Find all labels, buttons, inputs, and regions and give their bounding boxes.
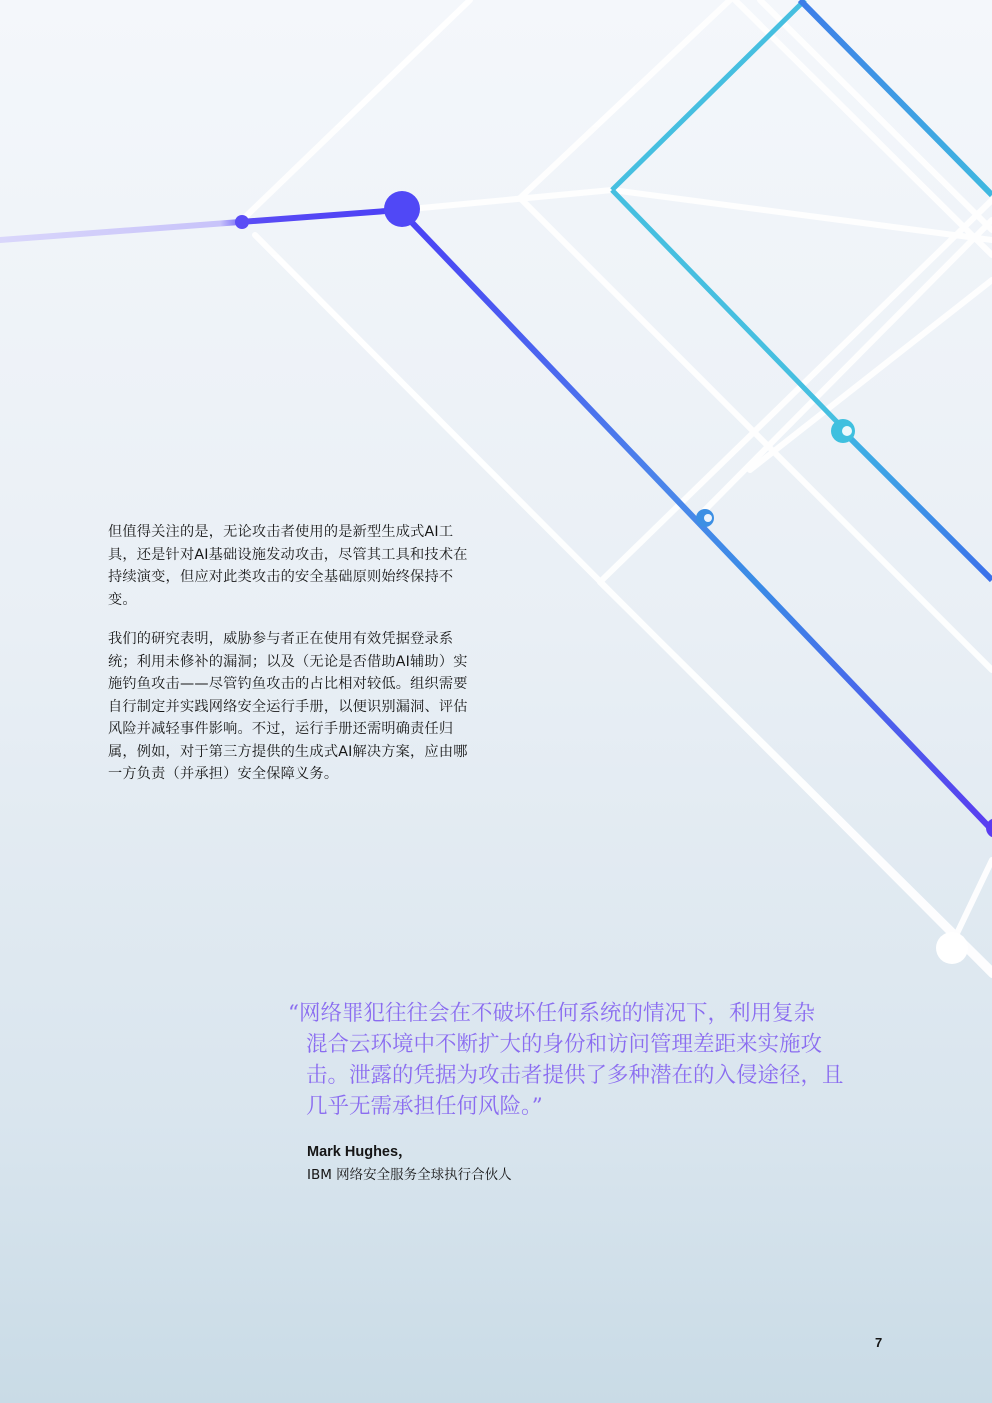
node-cyan-inner	[842, 426, 852, 436]
quote-line: “网络罪犯往往会在不破坏任何系统的情况下，利用复杂	[288, 1001, 815, 1026]
cyan-diagonal-line	[612, 190, 840, 425]
blue-right-line	[842, 430, 992, 580]
node-white	[936, 932, 968, 964]
quote-author-title: IBM 网络安全服务全球执行合伙人	[307, 1167, 512, 1183]
pull-quote	[288, 998, 888, 1122]
node-large	[384, 191, 420, 227]
page-number: 7	[875, 1335, 883, 1350]
quote-line: 混合云环境中不断扩大的身份和访问管理差距来实施攻	[306, 1032, 823, 1057]
left-purple-line	[0, 210, 400, 240]
blue-top-line	[800, 0, 992, 195]
body-paragraph-2: 我们的研究表明，威胁参与者正在使用有效凭据登录系统；利用未修补的漏洞；以及（无论是否借助AI辅助）实施钓鱼攻击——尽管钓鱼攻击的占比相对较低。组织需要自行制定并实践网络安全运行手册，以便识别漏洞、评估风险并减轻事件影响。不过，运行手册还需明确责任归属，例如，对于第三方提供的生成式AI解决方案，应由哪一方负责（并承担）安全保障义务。	[108, 631, 468, 782]
node-small	[235, 215, 249, 229]
cyan-upper-line	[612, 0, 805, 190]
quote-author: Mark Hughes，	[307, 1144, 413, 1160]
node-mid-inner	[704, 514, 712, 522]
body-paragraph-1: 但值得关注的是，无论攻击者使用的是新型生成式AI工具，还是针对AI基础设施发动攻击，尽管其工具和技术在持续演变，但应对此类攻击的安全基础原则始终保持不变。	[108, 524, 468, 608]
quote-line: 击。泄露的凭据为攻击者提供了多种潜在的入侵途径，且	[306, 1063, 844, 1088]
quote-line: 几乎无需承担任何风险。”	[306, 1094, 543, 1119]
diagonal-gradient-line	[400, 210, 992, 830]
